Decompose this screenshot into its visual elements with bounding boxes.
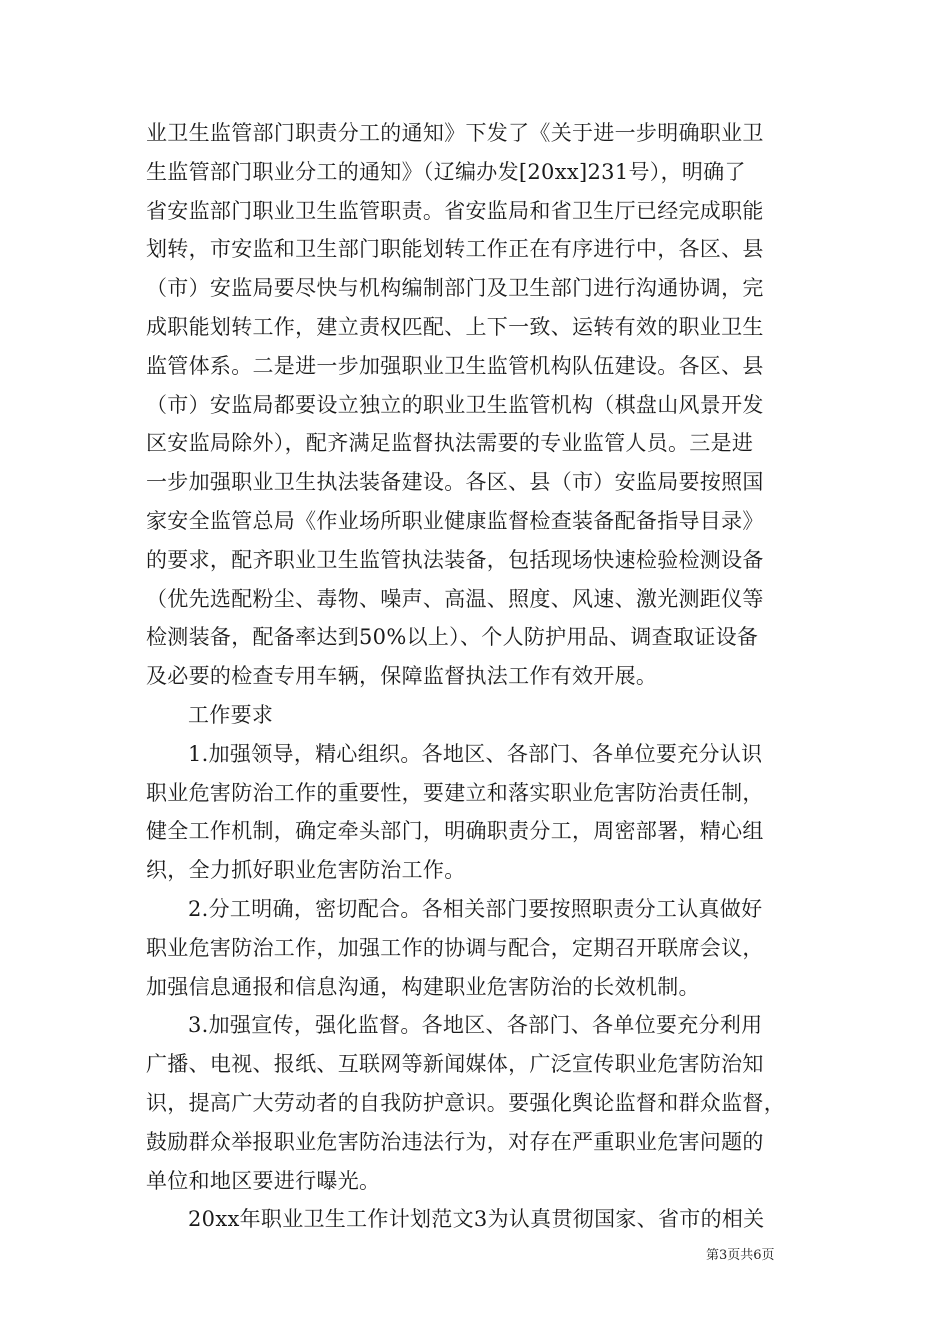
text-line-5: （市）安监局要尽快与机构编制部门及卫生部门进行沟通协调，完	[146, 276, 764, 301]
text-line-28: 单位和地区要进行曝光。	[146, 1168, 381, 1193]
text-line-6: 成职能划转工作，建立责权匹配、上下一致、运转有效的职业卫生	[146, 314, 764, 339]
text-line-12: 的要求，配齐职业卫生监管执法装备，包括现场快速检验检测设备	[146, 547, 764, 572]
text-line-4: 划转，市安监和卫生部门职能划转工作正在有序进行中，各区、县	[146, 237, 764, 262]
text-line-2: 生监管部门职业分工的通知》（辽编办发[20xx]231号），明确了	[146, 159, 746, 184]
text-line-11: 家安全监管总局《作业场所职业健康监督检查装备配备指导目录》	[146, 508, 764, 533]
section-heading-work-requirements: 工作要求	[188, 702, 274, 727]
text-line-18: 职业危害防治工作的重要性，要建立和落实职业危害防治责任制，	[146, 780, 764, 805]
text-line-21: 2.分工明确，密切配合。各相关部门要按照职责分工认真做好	[188, 896, 763, 921]
text-line-25: 广播、电视、报纸、互联网等新闻媒体，广泛宣传职业危害防治知	[146, 1052, 764, 1077]
text-line-19: 健全工作机制，确定牵头部门，明确职责分工，周密部署，精心组	[146, 819, 764, 844]
text-line-17: 1.加强领导，精心组织。各地区、各部门、各单位要充分认识	[188, 741, 763, 766]
text-line-3: 省安监部门职业卫生监管职责。省安监局和省卫生厅已经完成职能	[146, 198, 764, 223]
text-line-29: 20xx年职业卫生工作计划范文3为认真贯彻国家、省市的相关	[188, 1207, 765, 1232]
page-number-footer: 第3页共6页	[706, 1248, 775, 1263]
text-line-10: 一步加强职业卫生执法装备建设。各区、县（市）安监局要按照国	[146, 470, 764, 495]
text-line-1: 业卫生监管部门职责分工的通知》下发了《关于进一步明确职业卫	[146, 121, 764, 145]
text-line-9: 区安监局除外），配齐满足监督执法需要的专业监管人员。三是进	[146, 431, 754, 456]
text-line-26: 识，提高广大劳动者的自我防护意识。要强化舆论监督和群众监督，	[146, 1090, 785, 1115]
text-line-23: 加强信息通报和信息沟通，构建职业危害防治的长效机制。	[146, 974, 700, 999]
text-line-20: 织，全力抓好职业危害防治工作。	[146, 858, 466, 883]
text-line-27: 鼓励群众举报职业危害防治违法行为，对存在严重职业危害问题的	[146, 1129, 764, 1154]
text-line-24: 3.加强宣传，强化监督。各地区、各部门、各单位要充分利用	[188, 1013, 763, 1038]
document-body	[146, 114, 818, 1239]
text-line-8: （市）安监局都要设立独立的职业卫生监管机构（棋盘山风景开发	[146, 392, 764, 417]
text-line-7: 监管体系。二是进一步加强职业卫生监管机构队伍建设。各区、县	[146, 353, 764, 378]
text-line-15: 及必要的检查专用车辆，保障监督执法工作有效开展。	[146, 664, 658, 689]
text-line-22: 职业危害防治工作，加强工作的协调与配合，定期召开联席会议，	[146, 935, 764, 960]
text-line-13: （优先选配粉尘、毒物、噪声、高温、照度、风速、激光测距仪等	[146, 586, 764, 611]
text-line-14: 检测装备，配备率达到50%以上）、个人防护用品、调查取证设备	[146, 625, 759, 650]
